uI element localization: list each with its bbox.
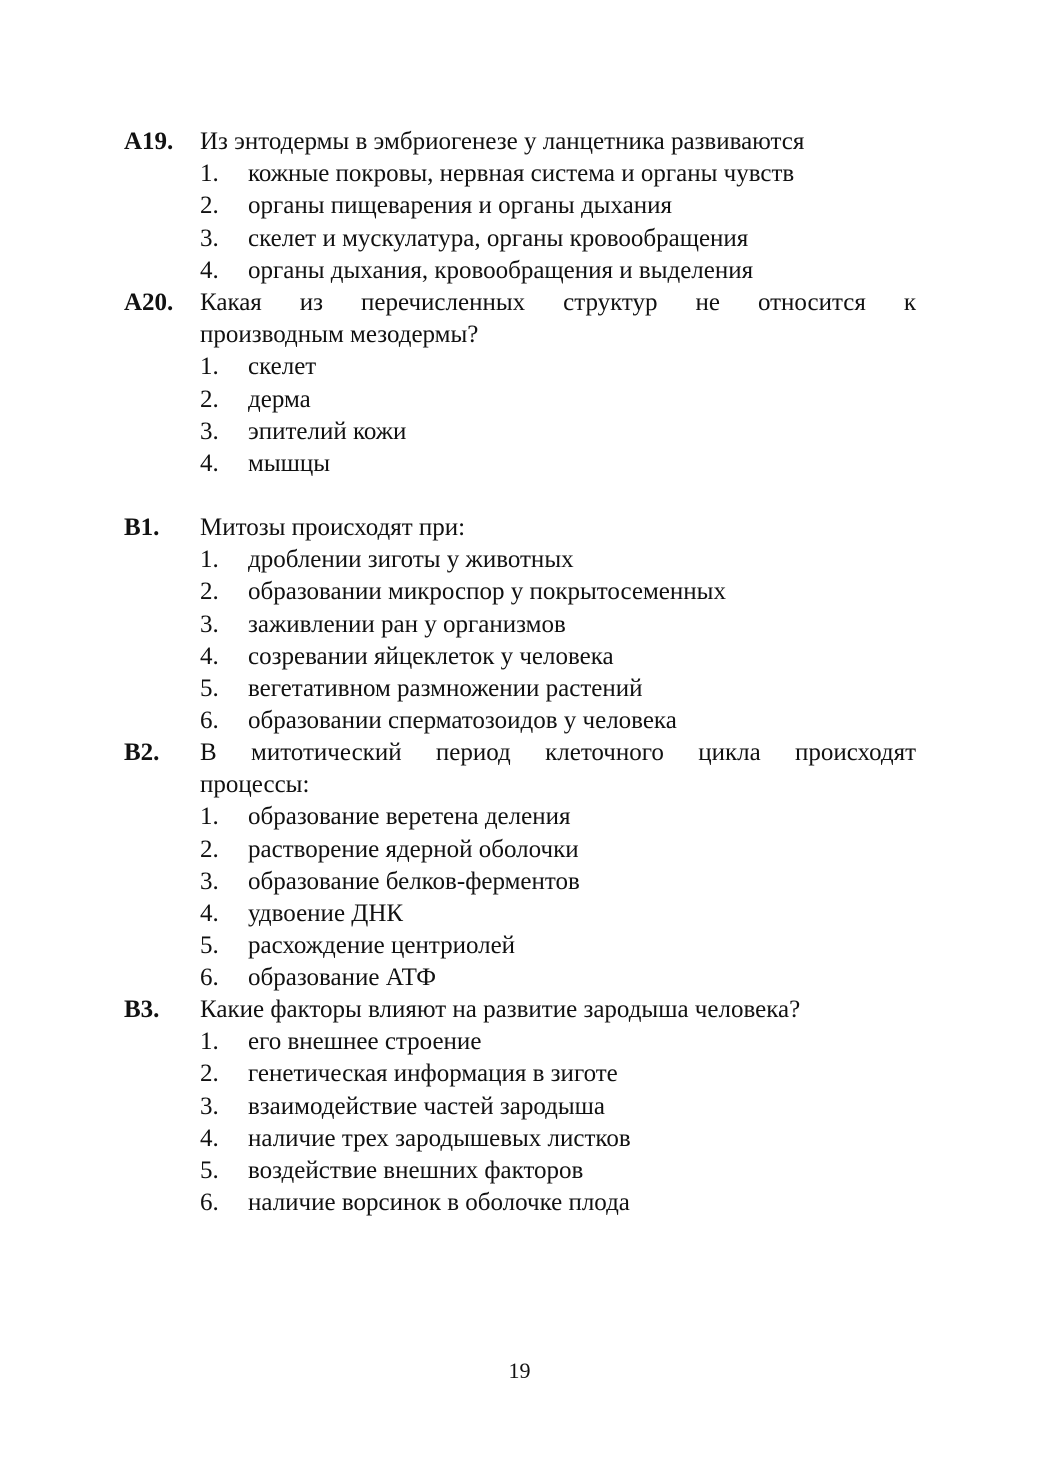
answer-option — [200, 1026, 916, 1058]
answer-option — [200, 1187, 916, 1219]
answer-options — [124, 158, 916, 287]
answer-options — [124, 351, 916, 480]
page-number: 19 — [508, 1358, 531, 1383]
option-number: 2. — [200, 1060, 219, 1088]
answer-options — [124, 544, 916, 737]
answer-options — [124, 801, 916, 994]
answer-option — [200, 416, 916, 448]
option-number: 3. — [200, 610, 219, 638]
question-header — [124, 126, 916, 158]
question-text: Из энтодермы в эмбриогенезе у ланцетника развиваются — [200, 128, 805, 155]
option-text: заживлении ран у организмов — [248, 610, 566, 638]
option-text: образование белков-ферментов — [248, 867, 580, 895]
answer-option — [200, 223, 916, 255]
answer-option — [200, 801, 916, 833]
question-text-line-2: производным мезодермы? — [200, 321, 479, 349]
question-header — [124, 287, 916, 351]
answer-option — [200, 834, 916, 866]
option-number: 3. — [200, 417, 219, 445]
question-label: B2. — [124, 739, 160, 766]
question-b2 — [124, 737, 916, 995]
option-text: органы пищеварения и органы дыхания — [248, 192, 672, 220]
question-a20 — [124, 287, 916, 480]
answer-option — [200, 576, 916, 608]
question-text: Какие факторы влияют на развитие зародыша человека? — [200, 996, 801, 1023]
question-label: A20. — [124, 289, 174, 316]
option-number: 1. — [200, 1028, 219, 1056]
option-text: образовании сперматозоидов у человека — [248, 707, 677, 735]
option-text: генетическая информация в зиготе — [248, 1060, 618, 1088]
option-number: 2. — [200, 578, 219, 606]
option-number: 6. — [200, 1189, 219, 1217]
option-text: кожные покровы, нервная система и органы чувств — [248, 160, 795, 188]
question-b3 — [124, 994, 916, 1219]
option-text: дерма — [248, 385, 311, 413]
option-text: вегетативном размножении растений — [248, 675, 643, 703]
option-text: скелет — [248, 353, 317, 381]
option-text: дроблении зиготы у животных — [248, 546, 574, 574]
option-number: 2. — [200, 835, 219, 863]
option-text: образовании микроспор у покрытосеменных — [248, 578, 726, 606]
option-number: 4. — [200, 256, 219, 284]
answer-option — [200, 705, 916, 737]
answer-option — [200, 641, 916, 673]
option-text: созревании яйцеклеток у человека — [248, 642, 614, 670]
answer-option — [200, 448, 916, 480]
option-number: 3. — [200, 1092, 219, 1120]
option-text: удвоение ДНК — [248, 900, 404, 928]
option-text: расхождение центриолей — [248, 932, 516, 960]
question-b1 — [124, 512, 916, 737]
option-number: 4. — [200, 642, 219, 670]
option-text: образование АТФ — [248, 964, 437, 992]
question-label: B1. — [124, 514, 160, 541]
option-text: органы дыхания, кровообращения и выделения — [248, 256, 754, 284]
option-number: 5. — [200, 675, 219, 703]
question-header — [124, 737, 916, 801]
answer-option — [200, 1091, 916, 1123]
question-text: Митозы происходят при: — [200, 514, 466, 541]
answer-option — [200, 1123, 916, 1155]
option-number: 4. — [200, 1124, 219, 1152]
answer-option — [200, 190, 916, 222]
option-number: 1. — [200, 160, 219, 188]
answer-option — [200, 255, 916, 287]
option-number: 2. — [200, 385, 219, 413]
answer-option — [200, 930, 916, 962]
option-number: 3. — [200, 224, 219, 252]
option-number: 1. — [200, 803, 219, 831]
answer-options — [124, 1026, 916, 1219]
question-text-line-2: процессы: — [200, 771, 310, 799]
question-text-line-1: В митотический период клеточного цикла происходят — [200, 739, 916, 766]
option-number: 4. — [200, 450, 219, 478]
answer-option — [200, 866, 916, 898]
answer-option — [200, 351, 916, 383]
option-text: растворение ядерной оболочки — [248, 835, 579, 863]
option-text: взаимодействие частей зародыша — [248, 1092, 606, 1120]
question-header — [124, 512, 916, 544]
question-a19 — [124, 126, 916, 287]
option-text: его внешнее строение — [248, 1028, 482, 1056]
option-text: мышцы — [248, 450, 331, 478]
option-text: скелет и мускулатура, органы кровообращения — [248, 224, 749, 252]
option-text: наличие ворсинок в оболочке плода — [248, 1189, 630, 1217]
option-number: 6. — [200, 964, 219, 992]
answer-option — [200, 609, 916, 641]
option-number: 5. — [200, 1157, 219, 1185]
option-text: образование веретена деления — [248, 803, 571, 831]
option-number: 2. — [200, 192, 219, 220]
answer-option — [200, 384, 916, 416]
option-number: 1. — [200, 546, 219, 574]
answer-option — [200, 1058, 916, 1090]
option-number: 4. — [200, 900, 219, 928]
answer-option — [200, 962, 916, 994]
option-number: 5. — [200, 932, 219, 960]
question-label: A19. — [124, 128, 174, 155]
answer-option — [200, 898, 916, 930]
option-text: воздействие внешних факторов — [248, 1157, 584, 1185]
answer-option — [200, 673, 916, 705]
answer-option — [200, 1155, 916, 1187]
option-text: эпителий кожи — [248, 417, 407, 445]
option-number: 1. — [200, 353, 219, 381]
question-text-line-1: Какая из перечисленных структур не относится к — [200, 289, 916, 316]
option-number: 6. — [200, 707, 219, 735]
question-header — [124, 994, 916, 1026]
answer-option — [200, 544, 916, 576]
option-text: наличие трех зародышевых листков — [248, 1124, 631, 1152]
question-label: B3. — [124, 996, 160, 1023]
option-number: 3. — [200, 867, 219, 895]
answer-option — [200, 158, 916, 190]
